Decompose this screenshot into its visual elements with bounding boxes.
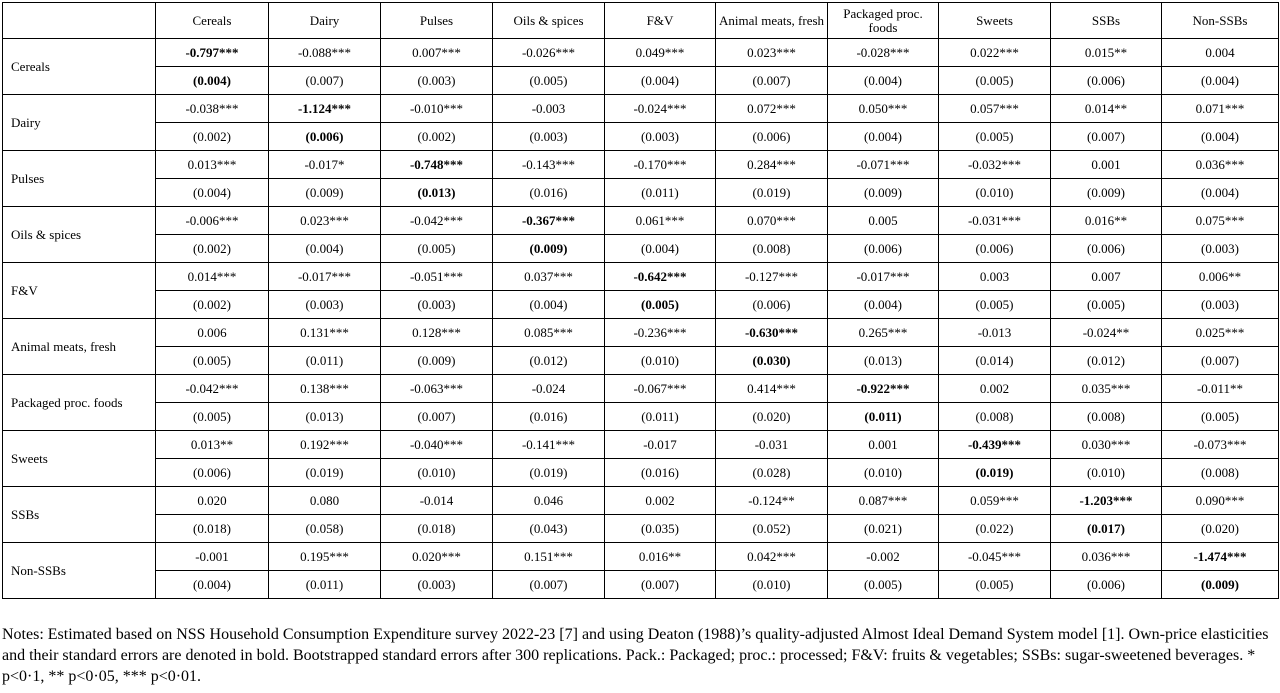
elasticity-cell: 0.265***	[828, 319, 939, 347]
row-label: Non-SSBs	[3, 543, 156, 599]
elasticity-cell: 0.007	[1051, 263, 1162, 291]
std-error-cell: (0.004)	[1162, 123, 1279, 151]
elasticity-cell: -0.011**	[1162, 375, 1279, 403]
std-error-cell: (0.005)	[156, 347, 269, 375]
table-header-row	[3, 3, 1279, 39]
row-label: Packaged proc. foods	[3, 375, 156, 431]
elasticity-cell: 0.192***	[269, 431, 381, 459]
std-error-cell: (0.004)	[1162, 67, 1279, 95]
elasticity-cell: -0.017	[605, 431, 716, 459]
elasticity-cell: -1.203***	[1051, 487, 1162, 515]
std-error-cell: (0.019)	[269, 459, 381, 487]
std-error-cell: (0.007)	[1162, 347, 1279, 375]
table-row-estimate	[3, 375, 1279, 403]
std-error-cell: (0.004)	[828, 123, 939, 151]
elasticity-cell: -0.017***	[269, 263, 381, 291]
elasticity-cell: 0.030***	[1051, 431, 1162, 459]
elasticity-cell: -0.014	[381, 487, 493, 515]
std-error-cell: (0.043)	[493, 515, 605, 543]
elasticity-cell: -0.236***	[605, 319, 716, 347]
elasticity-cell: 0.035***	[1051, 375, 1162, 403]
std-error-cell: (0.020)	[1162, 515, 1279, 543]
table-row-estimate	[3, 95, 1279, 123]
std-error-cell: (0.011)	[828, 403, 939, 431]
elasticity-cell: 0.020	[156, 487, 269, 515]
elasticity-cell: -0.032***	[939, 151, 1051, 179]
elasticity-cell: -0.028***	[828, 39, 939, 67]
std-error-cell: (0.012)	[493, 347, 605, 375]
row-label: Dairy	[3, 95, 156, 151]
std-error-cell: (0.021)	[828, 515, 939, 543]
elasticity-cell: 0.050***	[828, 95, 939, 123]
std-error-cell: (0.009)	[1162, 571, 1279, 599]
std-error-cell: (0.010)	[716, 571, 828, 599]
table-corner-cell	[3, 3, 156, 39]
elasticity-cell: -0.127***	[716, 263, 828, 291]
std-error-cell: (0.003)	[1162, 235, 1279, 263]
elasticity-cell: 0.131***	[269, 319, 381, 347]
column-header: Non-SSBs	[1162, 3, 1279, 39]
elasticity-cell: -0.031	[716, 431, 828, 459]
table-row-std-error	[3, 179, 1279, 207]
elasticity-cell: 0.016**	[605, 543, 716, 571]
elasticity-cell: 0.013**	[156, 431, 269, 459]
elasticity-cell: 0.014**	[1051, 95, 1162, 123]
std-error-cell: (0.006)	[269, 123, 381, 151]
std-error-cell: (0.006)	[716, 123, 828, 151]
table-row-std-error	[3, 403, 1279, 431]
table-row-estimate	[3, 39, 1279, 67]
std-error-cell: (0.004)	[605, 235, 716, 263]
std-error-cell: (0.010)	[605, 347, 716, 375]
table-row-estimate	[3, 263, 1279, 291]
elasticity-cell: 0.072***	[716, 95, 828, 123]
elasticity-cell: -0.010***	[381, 95, 493, 123]
column-header: Sweets	[939, 3, 1051, 39]
column-header: Cereals	[156, 3, 269, 39]
std-error-cell: (0.005)	[939, 67, 1051, 95]
elasticity-cell: 0.087***	[828, 487, 939, 515]
elasticity-table	[2, 2, 1279, 599]
std-error-cell: (0.020)	[716, 403, 828, 431]
column-header: Dairy	[269, 3, 381, 39]
elasticity-cell: -0.067***	[605, 375, 716, 403]
elasticity-cell: 0.090***	[1162, 487, 1279, 515]
elasticity-cell: 0.002	[939, 375, 1051, 403]
elasticity-cell: -0.141***	[493, 431, 605, 459]
std-error-cell: (0.012)	[1051, 347, 1162, 375]
elasticity-cell: 0.004	[1162, 39, 1279, 67]
std-error-cell: (0.009)	[493, 235, 605, 263]
table-row-std-error	[3, 291, 1279, 319]
table-row-std-error	[3, 571, 1279, 599]
std-error-cell: (0.003)	[493, 123, 605, 151]
table-row-std-error	[3, 515, 1279, 543]
column-header: Oils & spices	[493, 3, 605, 39]
column-header: F&V	[605, 3, 716, 39]
std-error-cell: (0.035)	[605, 515, 716, 543]
elasticity-cell: 0.015**	[1051, 39, 1162, 67]
std-error-cell: (0.004)	[828, 67, 939, 95]
std-error-cell: (0.005)	[493, 67, 605, 95]
elasticity-cell: 0.046	[493, 487, 605, 515]
elasticity-cell: -0.439***	[939, 431, 1051, 459]
row-label: F&V	[3, 263, 156, 319]
std-error-cell: (0.006)	[1051, 67, 1162, 95]
std-error-cell: (0.006)	[716, 291, 828, 319]
std-error-cell: (0.004)	[156, 179, 269, 207]
table-row-estimate	[3, 543, 1279, 571]
elasticity-cell: 0.151***	[493, 543, 605, 571]
std-error-cell: (0.008)	[939, 403, 1051, 431]
elasticity-cell: 0.023***	[716, 39, 828, 67]
std-error-cell: (0.003)	[605, 123, 716, 151]
elasticity-cell: -1.124***	[269, 95, 381, 123]
std-error-cell: (0.008)	[1051, 403, 1162, 431]
std-error-cell: (0.028)	[716, 459, 828, 487]
row-label: Animal meats, fresh	[3, 319, 156, 375]
elasticity-cell: 0.085***	[493, 319, 605, 347]
elasticity-cell: 0.001	[828, 431, 939, 459]
elasticity-cell: -0.088***	[269, 39, 381, 67]
elasticity-cell: -0.002	[828, 543, 939, 571]
elasticity-cell: -0.006***	[156, 207, 269, 235]
elasticity-cell: 0.014***	[156, 263, 269, 291]
elasticity-cell: 0.003	[939, 263, 1051, 291]
elasticity-cell: 0.001	[1051, 151, 1162, 179]
std-error-cell: (0.018)	[381, 515, 493, 543]
elasticity-cell: -0.642***	[605, 263, 716, 291]
elasticity-cell: 0.013***	[156, 151, 269, 179]
column-header: Animal meats, fresh	[716, 3, 828, 39]
std-error-cell: (0.006)	[1051, 571, 1162, 599]
elasticity-cell: -0.073***	[1162, 431, 1279, 459]
elasticity-cell: -0.024**	[1051, 319, 1162, 347]
std-error-cell: (0.002)	[156, 235, 269, 263]
std-error-cell: (0.010)	[828, 459, 939, 487]
elasticity-cell: -0.003	[493, 95, 605, 123]
elasticity-cell: 0.020***	[381, 543, 493, 571]
elasticity-cell: 0.195***	[269, 543, 381, 571]
elasticity-cell: -0.367***	[493, 207, 605, 235]
std-error-cell: (0.004)	[605, 67, 716, 95]
std-error-cell: (0.005)	[939, 123, 1051, 151]
std-error-cell: (0.004)	[156, 571, 269, 599]
elasticity-cell: -0.124**	[716, 487, 828, 515]
std-error-cell: (0.007)	[493, 571, 605, 599]
table-row-std-error	[3, 67, 1279, 95]
std-error-cell: (0.004)	[493, 291, 605, 319]
table-row-std-error	[3, 235, 1279, 263]
elasticity-cell: -0.026***	[493, 39, 605, 67]
elasticity-cell: 0.025***	[1162, 319, 1279, 347]
table-notes: Notes: Estimated based on NSS Household Consumption Expenditure survey 2022-23 [7] and using Deaton (1988)’s quality-adjusted Almost Ideal Demand System model [1]. Own-price elasticities and their standard errors are denoted in bold. Bootstrapped standard errors after 300 replications. Pack.: Packaged; proc.: processed; F&V: fruits & vegetables; SSBs: sugar-sweetened beverages. * p<0·1, ** p<0·05, *** p<0·01.	[2, 626, 1269, 685]
std-error-cell: (0.005)	[939, 571, 1051, 599]
column-header: Packaged proc. foods	[828, 3, 939, 39]
std-error-cell: (0.009)	[269, 179, 381, 207]
std-error-cell: (0.004)	[156, 67, 269, 95]
elasticity-cell: 0.059***	[939, 487, 1051, 515]
elasticity-cell: -0.031***	[939, 207, 1051, 235]
std-error-cell: (0.003)	[269, 291, 381, 319]
elasticity-cell: -0.017*	[269, 151, 381, 179]
elasticity-cell: 0.037***	[493, 263, 605, 291]
std-error-cell: (0.006)	[939, 235, 1051, 263]
std-error-cell: (0.007)	[381, 403, 493, 431]
elasticity-cell: -0.017***	[828, 263, 939, 291]
elasticity-cell: -0.922***	[828, 375, 939, 403]
table-body	[3, 39, 1279, 599]
std-error-cell: (0.019)	[716, 179, 828, 207]
std-error-cell: (0.005)	[828, 571, 939, 599]
elasticity-cell: -0.063***	[381, 375, 493, 403]
std-error-cell: (0.004)	[828, 291, 939, 319]
std-error-cell: (0.008)	[716, 235, 828, 263]
table-row-estimate	[3, 207, 1279, 235]
std-error-cell: (0.014)	[939, 347, 1051, 375]
std-error-cell: (0.017)	[1051, 515, 1162, 543]
std-error-cell: (0.005)	[381, 235, 493, 263]
elasticity-cell: -0.143***	[493, 151, 605, 179]
std-error-cell: (0.007)	[716, 67, 828, 95]
elasticity-cell: -1.474***	[1162, 543, 1279, 571]
elasticity-cell: 0.049***	[605, 39, 716, 67]
table-row-estimate	[3, 319, 1279, 347]
elasticity-cell: -0.630***	[716, 319, 828, 347]
std-error-cell: (0.011)	[269, 347, 381, 375]
column-header: Pulses	[381, 3, 493, 39]
std-error-cell: (0.007)	[605, 571, 716, 599]
std-error-cell: (0.011)	[269, 571, 381, 599]
row-label: Cereals	[3, 39, 156, 95]
std-error-cell: (0.002)	[381, 123, 493, 151]
std-error-cell: (0.003)	[381, 571, 493, 599]
elasticity-cell: -0.797***	[156, 39, 269, 67]
elasticity-cell: 0.414***	[716, 375, 828, 403]
std-error-cell: (0.010)	[939, 179, 1051, 207]
elasticity-cell: -0.001	[156, 543, 269, 571]
std-error-cell: (0.002)	[156, 291, 269, 319]
std-error-cell: (0.013)	[828, 347, 939, 375]
row-label: SSBs	[3, 487, 156, 543]
elasticity-cell: -0.045***	[939, 543, 1051, 571]
elasticity-cell: 0.080	[269, 487, 381, 515]
std-error-cell: (0.009)	[828, 179, 939, 207]
std-error-cell: (0.005)	[1051, 291, 1162, 319]
std-error-cell: (0.009)	[381, 347, 493, 375]
std-error-cell: (0.005)	[939, 291, 1051, 319]
std-error-cell: (0.004)	[1162, 179, 1279, 207]
elasticity-cell: 0.284***	[716, 151, 828, 179]
elasticity-cell: -0.042***	[381, 207, 493, 235]
elasticity-cell: 0.075***	[1162, 207, 1279, 235]
std-error-cell: (0.010)	[381, 459, 493, 487]
std-error-cell: (0.006)	[156, 459, 269, 487]
std-error-cell: (0.019)	[493, 459, 605, 487]
std-error-cell: (0.002)	[156, 123, 269, 151]
table-row-std-error	[3, 347, 1279, 375]
elasticity-cell: -0.038***	[156, 95, 269, 123]
table-row-estimate	[3, 431, 1279, 459]
elasticity-cell: 0.070***	[716, 207, 828, 235]
std-error-cell: (0.013)	[381, 179, 493, 207]
elasticity-cell: -0.748***	[381, 151, 493, 179]
elasticity-cell: 0.006	[156, 319, 269, 347]
std-error-cell: (0.058)	[269, 515, 381, 543]
std-error-cell: (0.022)	[939, 515, 1051, 543]
std-error-cell: (0.004)	[269, 235, 381, 263]
table-row-std-error	[3, 123, 1279, 151]
std-error-cell: (0.005)	[156, 403, 269, 431]
std-error-cell: (0.005)	[1162, 403, 1279, 431]
std-error-cell: (0.009)	[1051, 179, 1162, 207]
std-error-cell: (0.011)	[605, 179, 716, 207]
elasticity-cell: 0.016**	[1051, 207, 1162, 235]
std-error-cell: (0.030)	[716, 347, 828, 375]
row-label: Sweets	[3, 431, 156, 487]
std-error-cell: (0.018)	[156, 515, 269, 543]
table-row-estimate	[3, 487, 1279, 515]
elasticity-cell: 0.071***	[1162, 95, 1279, 123]
elasticity-cell: 0.128***	[381, 319, 493, 347]
std-error-cell: (0.011)	[605, 403, 716, 431]
table-row-std-error	[3, 459, 1279, 487]
elasticity-cell: 0.061***	[605, 207, 716, 235]
std-error-cell: (0.010)	[1051, 459, 1162, 487]
elasticity-cell: -0.024	[493, 375, 605, 403]
elasticity-cell: 0.036***	[1051, 543, 1162, 571]
column-header: SSBs	[1051, 3, 1162, 39]
std-error-cell: (0.006)	[1051, 235, 1162, 263]
row-label: Pulses	[3, 151, 156, 207]
std-error-cell: (0.013)	[269, 403, 381, 431]
elasticity-cell: -0.040***	[381, 431, 493, 459]
elasticity-cell: 0.138***	[269, 375, 381, 403]
std-error-cell: (0.052)	[716, 515, 828, 543]
std-error-cell: (0.016)	[493, 179, 605, 207]
elasticity-cell: -0.024***	[605, 95, 716, 123]
std-error-cell: (0.019)	[939, 459, 1051, 487]
elasticity-cell: 0.023***	[269, 207, 381, 235]
elasticity-cell: 0.005	[828, 207, 939, 235]
std-error-cell: (0.008)	[1162, 459, 1279, 487]
elasticity-cell: -0.170***	[605, 151, 716, 179]
std-error-cell: (0.006)	[828, 235, 939, 263]
elasticity-cell: 0.057***	[939, 95, 1051, 123]
elasticity-cell: 0.042***	[716, 543, 828, 571]
std-error-cell: (0.016)	[493, 403, 605, 431]
elasticity-cell: 0.002	[605, 487, 716, 515]
elasticity-cell: -0.042***	[156, 375, 269, 403]
std-error-cell: (0.003)	[381, 67, 493, 95]
elasticity-cell: -0.013	[939, 319, 1051, 347]
elasticity-cell: 0.006**	[1162, 263, 1279, 291]
elasticity-cell: 0.022***	[939, 39, 1051, 67]
elasticity-cell: -0.051***	[381, 263, 493, 291]
std-error-cell: (0.007)	[1051, 123, 1162, 151]
elasticity-cell: 0.007***	[381, 39, 493, 67]
std-error-cell: (0.005)	[605, 291, 716, 319]
std-error-cell: (0.007)	[269, 67, 381, 95]
std-error-cell: (0.003)	[381, 291, 493, 319]
std-error-cell: (0.003)	[1162, 291, 1279, 319]
std-error-cell: (0.016)	[605, 459, 716, 487]
elasticity-cell: 0.036***	[1162, 151, 1279, 179]
row-label: Oils & spices	[3, 207, 156, 263]
elasticity-cell: -0.071***	[828, 151, 939, 179]
table-row-estimate	[3, 151, 1279, 179]
